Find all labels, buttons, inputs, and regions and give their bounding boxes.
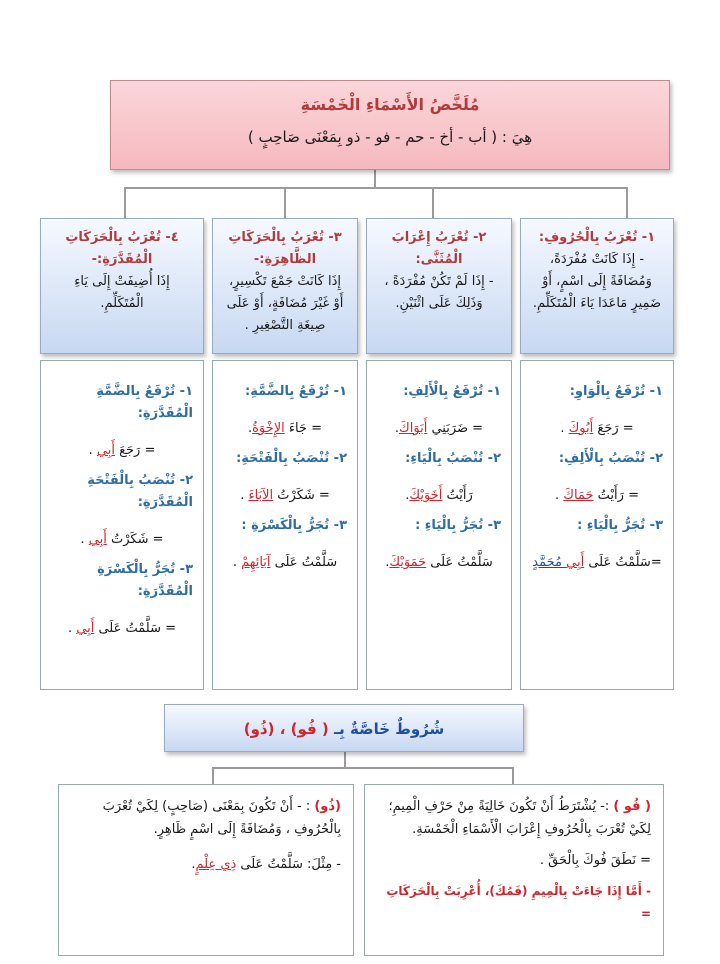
connector-line	[512, 767, 514, 784]
header-label: ٤- تُعْرَبُ بِالْحَرَكَاتِ الْمُقَدَّرَةِ:-	[65, 230, 179, 267]
conditions-title-key: ( فُو) ، (ذُو)	[243, 720, 329, 738]
connector-line	[284, 187, 286, 218]
example-sentence: = شَكَرْتُ أَبِي .	[80, 532, 164, 547]
example-sentence: = رَجَعَ أَبُوكَ .	[560, 421, 634, 436]
fu-note: - أَمَّا إِذَا جَاءَتْ بِالْمِيمِ (فَمُكَ)، أُعْرِبَتْ بِالْحَرَكَاتِ =	[386, 884, 651, 921]
highlighted-word: أَبِي	[566, 555, 585, 570]
rule-label: ٣- تُجَرُّ بِالْكَسْرَةِ الْمُقَدَّرَةِ:	[97, 562, 193, 599]
highlighted-word: أَبَوَاكَ	[399, 421, 428, 436]
example-sentence: = ضَرَبَنِي أَبَوَاكَ.	[394, 421, 484, 436]
examples-column-4	[40, 360, 204, 690]
header-body: - إِذَا كَانَتْ مُفْرَدَةً، وَمُضَافَةً إِلَى اسْمٍ، أَوْ ضَمِيرٍ مَاعَدَا يَاءَ الْمُتَكَلِّمِ.	[532, 252, 662, 311]
highlighted-word: حَمَوَيْكَ	[389, 555, 427, 570]
highlighted-word: أَبِي	[96, 443, 115, 458]
example-sentence: = سَلَّمْتُ عَلَى أَبِي .	[67, 621, 176, 636]
example-sentence: = شَكَرْتُ الآبَاءَ .	[240, 488, 330, 503]
rule-label: ٣- تُجَرُّ بِالْكَسْرَةِ :	[241, 518, 347, 533]
connector-line	[124, 187, 126, 218]
header-case-1	[520, 218, 674, 354]
title-box	[110, 80, 670, 170]
highlighted-word: أَبُوكَ	[568, 421, 594, 436]
highlighted-word: الإِخْوَةُ	[252, 421, 285, 436]
example-sentence: = رَأَيْتُ حَمَاكَ .	[555, 488, 639, 503]
rule-label: ١- تُرْفَعُ بِالْوَاوِ:	[569, 384, 663, 399]
header-case-4	[40, 218, 204, 354]
rule-label: ١- تُرْفَعُ بِالْأَلِفِ:	[403, 384, 501, 399]
highlighted-word: آبَائِهِمْ	[241, 555, 271, 570]
header-case-2	[366, 218, 512, 354]
header-case-3	[212, 218, 358, 354]
dhu-rule-text: : - أَنْ تَكُونَ بِمَعْنَى (صَاحِبٍ) لِكَيْ تُعْرَبَ بِالْحُرُوفِ ، وَمُضَافَةً إِلَى اسْمٍ ظَاهِرٍ.	[102, 799, 341, 837]
example-sentence: = رَجَعَ أَبِي .	[88, 443, 156, 458]
highlighted-word: الآبَاءَ	[248, 488, 274, 503]
example-sentence: =سَلَّمْتُ عَلَى أَبِي مُحَمَّدٍ	[532, 555, 662, 570]
dhu-condition-box	[58, 784, 354, 956]
page-subtitle: هِيَ : ( أب - أخ - حم - فو - ذو بِمَعْنَى صَاحِبٍ )	[247, 128, 533, 146]
rule-label: ٢- تُنْصَبُ بِالْيَاءِ:	[405, 451, 501, 466]
example-sentence: سَلَّمْتُ عَلَى آبَائِهِمْ .	[232, 555, 338, 570]
header-label: ١- تُعْرَبُ بِالْحُرُوفِ:	[538, 230, 656, 245]
rule-label: ٢- تُنْصَبُ بِالْفَتْحَةِ الْمُقَدَّرَةِ:	[87, 473, 193, 510]
example-sentence: = جَاءَ الإِخْوَةُ.	[247, 421, 322, 436]
header-label: ٣- تُعْرَبُ بِالْحَرَكَاتِ الظَّاهِرَةِ:-	[228, 230, 342, 267]
connector-line	[432, 187, 434, 218]
fu-rule	[377, 795, 651, 841]
highlighted-word: ذِي عِلْمٍ	[195, 857, 237, 872]
rule-label: ١- تُرْفَعُ بِالضَّمَّةِ:	[245, 384, 347, 399]
conditions-title-text: شُرُوطٌ خَاصَّةٌ بِـ	[328, 720, 445, 738]
rule-label: ٢- تُنْصَبُ بِالْأَلِفِ:	[558, 451, 663, 466]
fu-condition-box	[364, 784, 664, 956]
fu-key: ( فُو )	[613, 799, 651, 814]
dhu-rule	[71, 795, 341, 841]
connector-line	[212, 767, 514, 769]
example-sentence: سَلَّمْتُ عَلَى حَمَوَيْكَ.	[385, 555, 493, 570]
connector-line	[212, 767, 214, 784]
example-sentence: رَأَيْتُ أَخَوَيْكَ.	[405, 488, 473, 503]
connector-line	[344, 752, 346, 768]
dhu-key: (ذُو)	[314, 799, 341, 814]
rule-label: ١- تُرْفَعُ بِالضَّمَّةِ الْمُقَدَّرَةِ:	[96, 384, 193, 421]
examples-column-1	[520, 360, 674, 690]
examples-column-2	[366, 360, 512, 690]
connector-line	[124, 187, 628, 189]
highlighted-word: أَبِي	[88, 532, 107, 547]
fu-rule-text: :- يُشْتَرَطُ أَنْ تَكُونَ خَالِيَةً مِنْ حَرْفِ الْمِيمِ؛ لِكَيْ تُعْرَبَ بِالْحُرُوفِ إِعْرَابَ الْأَسْمَاءِ الْخَمْسَةِ.	[388, 799, 651, 837]
header-label: ٢- تُعْرَبُ إِعْرَابَ الْمُثَنَّى:	[391, 230, 487, 267]
highlighted-word: أَبِي	[76, 621, 95, 636]
highlighted-word: حَمَاكَ	[563, 488, 594, 503]
conditions-title	[164, 704, 524, 752]
dhu-example: - مِثْلَ: سَلَّمْتُ عَلَى ذِي عِلْمٍ.	[191, 857, 341, 872]
header-body: - إِذَا لَمْ تَكُنْ مُفْرَدَةً ، وَذَلِكَ عَلَى اثْنَيْنِ.	[384, 274, 494, 311]
header-body: إِذَا أُضِيفَتْ إِلَى يَاءِ الْمُتَكَلِّمِ.	[74, 274, 170, 311]
header-body: إِذَا كَانَتْ جَمْعَ تَكْسِيرٍ، أَوْ غَيْرَ مُضَافَةٍ، أَوْ عَلَى صِيغَةِ التَّصْغِيرِ .	[226, 274, 344, 333]
fu-example: = نَطَقَ فُوكَ بِالْحَقِّ .	[539, 853, 651, 868]
page-title: مُلَخَّصُ الأَسْمَاءِ الْخَمْسَةِ	[300, 95, 480, 114]
connector-line	[374, 170, 376, 188]
highlighted-word: أَخَوَيْكَ	[409, 488, 443, 503]
rule-label: ٣- تُجَرُّ بِالْيَاءِ :	[415, 518, 501, 533]
examples-column-3	[212, 360, 358, 690]
rule-label: ٣- تُجَرُّ بِالْيَاءِ :	[577, 518, 663, 533]
rule-label: ٢- تُنْصَبُ بِالْفَتْحَةِ:	[236, 451, 347, 466]
connector-line	[626, 187, 628, 218]
